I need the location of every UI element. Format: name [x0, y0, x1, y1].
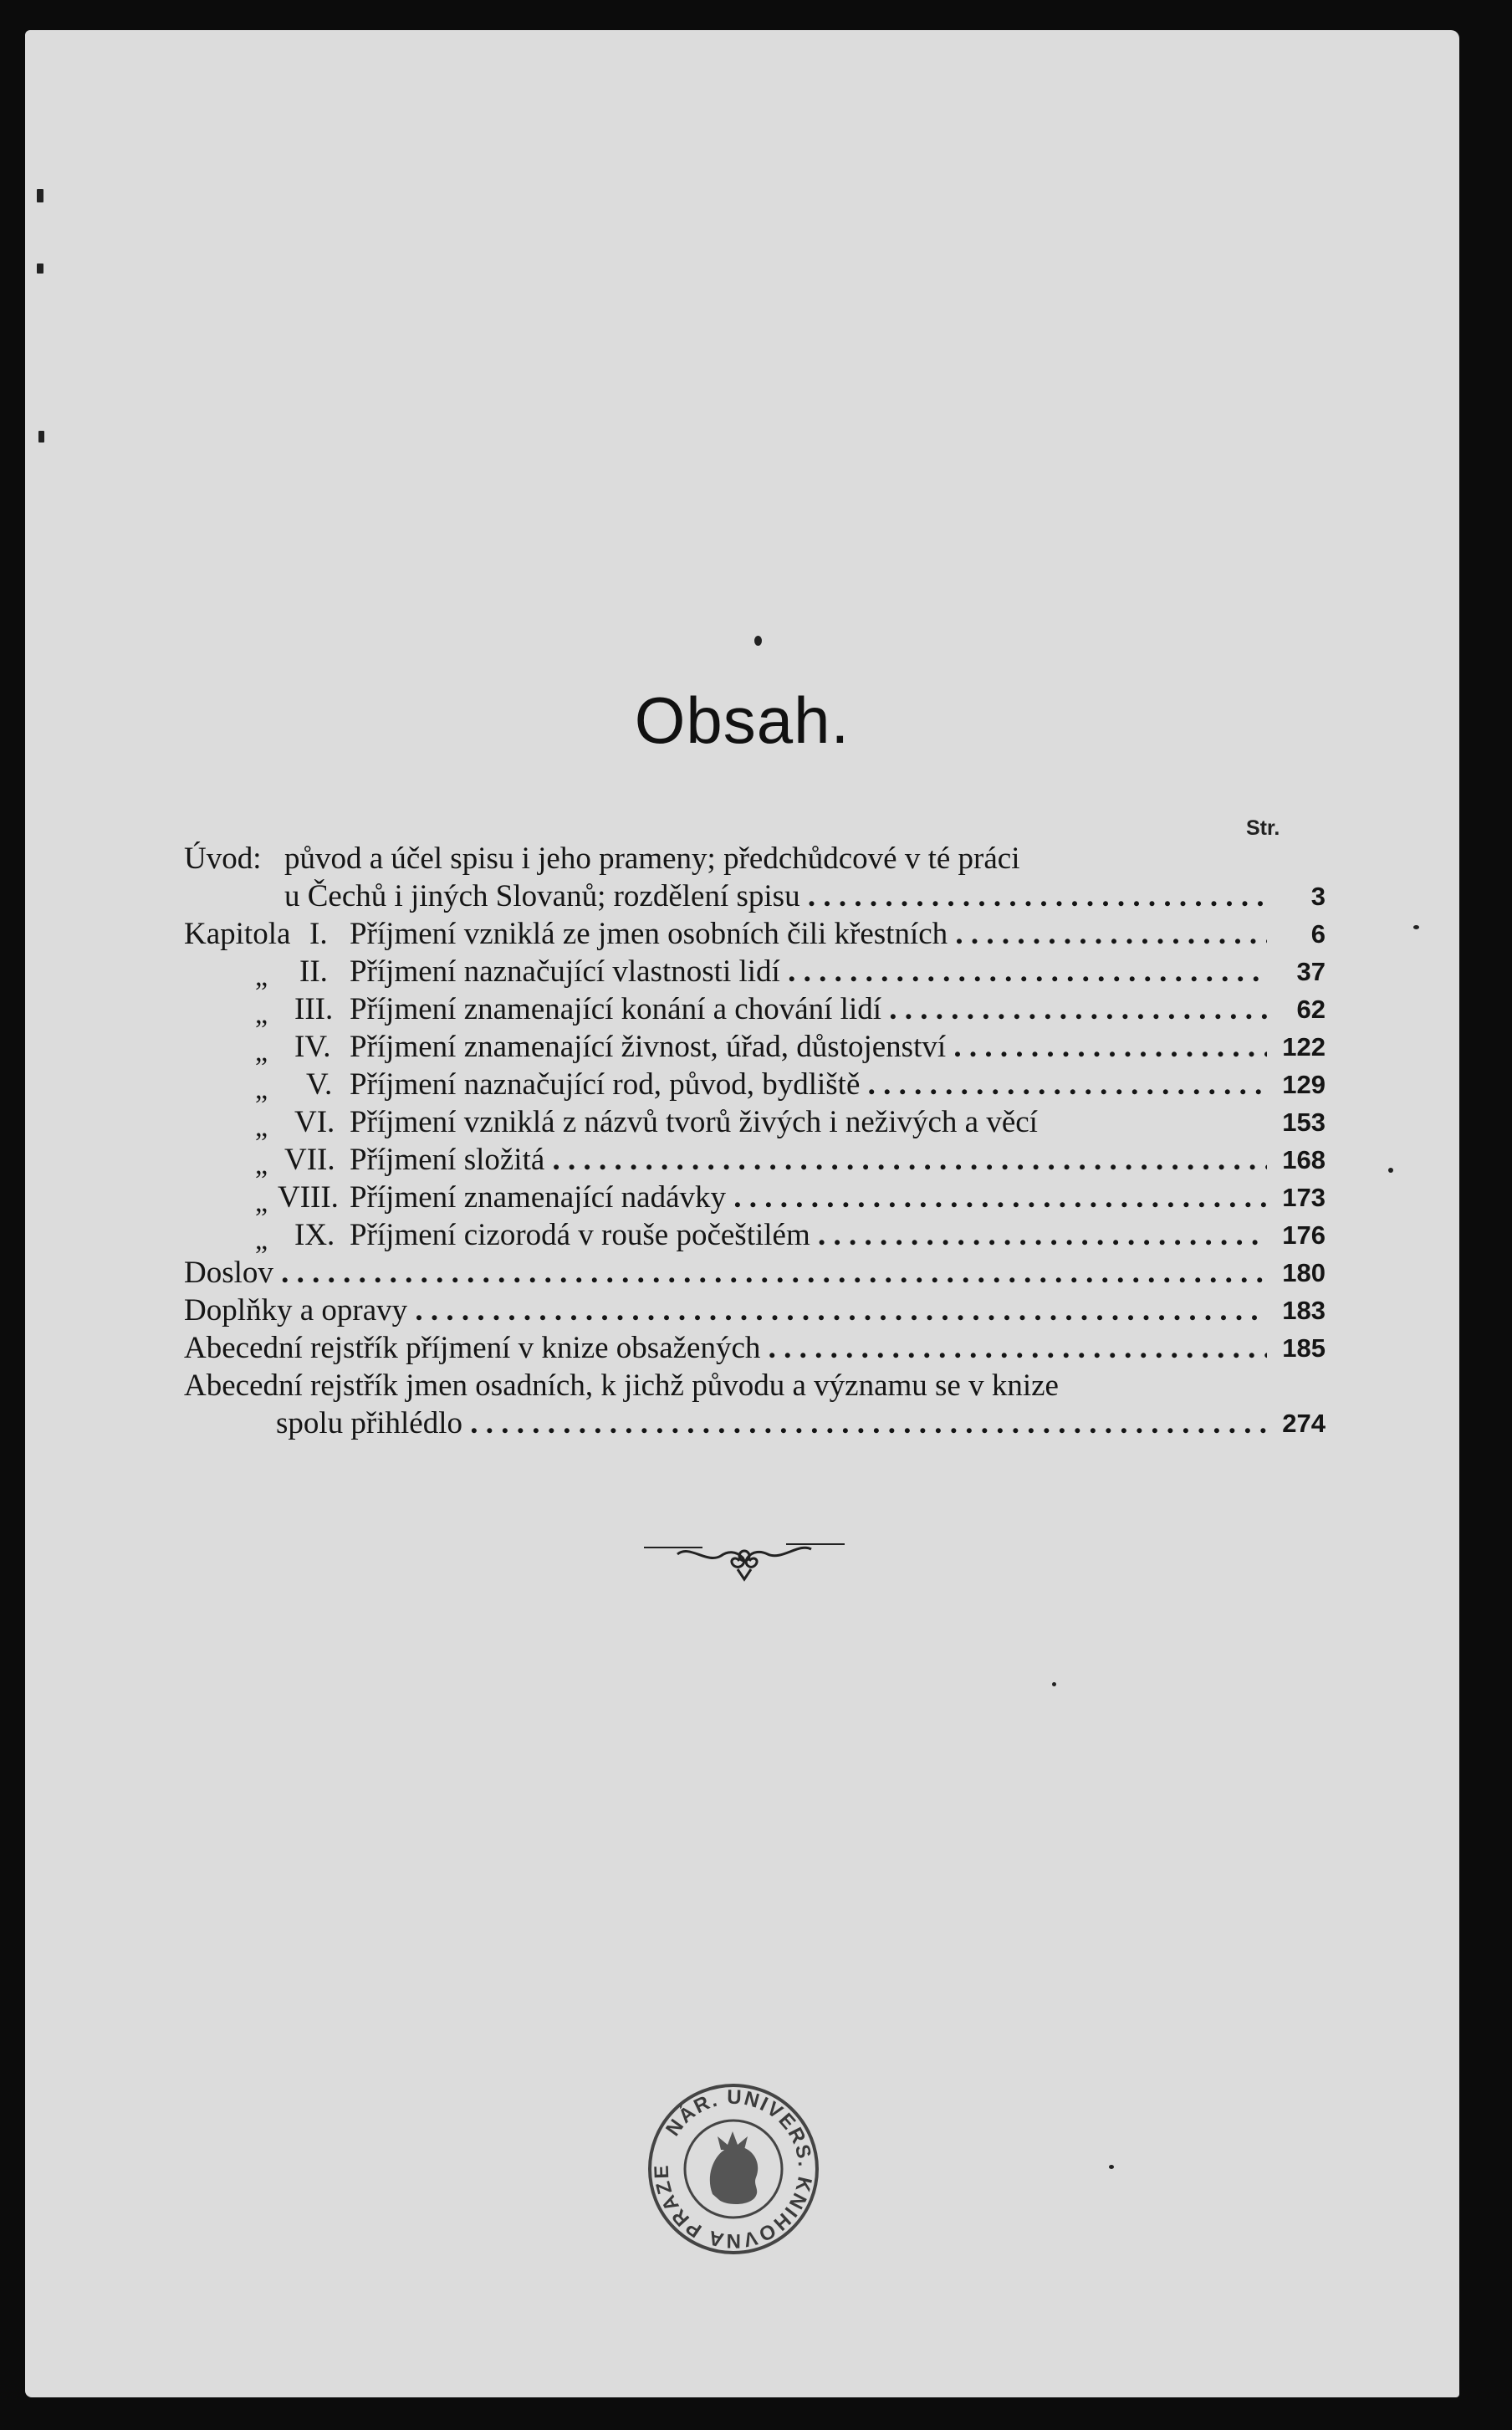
toc-entry-title: Abecední rejstřík příjmení v knize obsažených . . . [184, 1329, 1267, 1367]
ditto-mark: „ [255, 1036, 268, 1067]
toc-entry-roman: V. [306, 1067, 333, 1102]
toc-entry-title: Příjmení složitá . . . [350, 1141, 1267, 1179]
toc-entry-chapter-7 [184, 1141, 1326, 1179]
toc-entry-roman: IV. [294, 1030, 331, 1064]
toc-entry-page: 183 [1282, 1296, 1326, 1325]
toc-entry-page: 129 [1282, 1070, 1326, 1099]
toc-entry-title-line1: původ a účel spisu i jeho prameny; předchůdcové v té práci [284, 842, 1020, 876]
toc-entry-roman: VI. [294, 1105, 335, 1139]
ink-speck [1109, 2165, 1114, 2169]
toc-entry-chapter-1 [184, 915, 1326, 953]
ditto-mark: „ [255, 999, 268, 1030]
toc-entry-title: Příjmení vzniklá ze jmen osobních čili křestních . . . [350, 915, 1267, 953]
toc-entry-roman: VII. [284, 1143, 335, 1177]
toc-entry-page: 62 [1296, 995, 1326, 1024]
toc-entry-roman: I. [309, 917, 328, 951]
toc-entry-title: Příjmení znamenající živnost, úřad, důstojenství . . . [350, 1028, 1267, 1066]
toc-entry-title: Příjmení cizorodá v rouše počeštilém . . . [350, 1216, 1267, 1254]
toc-entry-addenda [184, 1292, 1326, 1329]
document-page [25, 30, 1459, 2397]
edge-mark [38, 431, 44, 443]
toc-entry-page: 176 [1282, 1220, 1326, 1250]
toc-entry-page: 122 [1282, 1032, 1326, 1062]
stamp-text: NÁR. UNIVERS. KNIHOVNA PRAZE [650, 2085, 817, 2253]
ditto-mark: „ [255, 961, 268, 992]
toc-entry-roman: II. [299, 954, 328, 989]
ink-speck [1413, 925, 1419, 929]
toc-entry-surname-index [184, 1329, 1326, 1367]
toc-entry-page: 168 [1282, 1145, 1326, 1174]
toc-entry-placename-index-cont [184, 1404, 1326, 1442]
toc-entry-page: 185 [1282, 1333, 1326, 1363]
toc-entry-roman: IX. [294, 1218, 335, 1252]
toc-entry-chapter-6 [184, 1103, 1326, 1141]
toc-entry-chapter-8 [184, 1179, 1326, 1216]
toc-entry-page: 180 [1282, 1258, 1326, 1287]
toc-entry-placename-index [184, 1367, 1326, 1404]
toc-entry-title-line2: spolu přihlédlo . . . [276, 1404, 1267, 1442]
toc-entry-title-line1: Abecední rejstřík jmen osadních, k jichž původu a významu se v knize [184, 1368, 1059, 1403]
toc-entry-roman: III. [294, 992, 334, 1026]
toc-entry-title: Příjmení znamenající konání a chování lidí . . . [350, 990, 1267, 1028]
toc-entry-chapter-5 [184, 1066, 1326, 1103]
toc-entry-afterword [184, 1254, 1326, 1292]
ditto-mark: „ [255, 1074, 268, 1105]
toc-entry-title: Příjmení naznačující vlastnosti lidí . . . [350, 953, 1267, 990]
library-stamp-icon [646, 2081, 821, 2257]
toc-entry-page: 274 [1282, 1409, 1326, 1438]
toc-entry-title: Příjmení naznačující rod, původ, bydliště . . . [350, 1066, 1267, 1103]
table-of-contents [184, 840, 1326, 1442]
edge-mark [37, 189, 43, 202]
ditto-mark: „ [255, 1187, 268, 1218]
ink-speck [1052, 1682, 1056, 1686]
toc-entry-page: 173 [1282, 1183, 1326, 1212]
toc-entry-page: 153 [1282, 1108, 1326, 1137]
ink-speck [1388, 1168, 1393, 1173]
toc-entry-page: 6 [1310, 919, 1326, 949]
toc-entry-title: Doplňky a opravy . . . [184, 1292, 1267, 1329]
toc-entry-title-line2: u Čechů i jiných Slovanů; rozdělení spisu . . . [284, 877, 1267, 915]
toc-entry-page: 37 [1296, 957, 1326, 986]
page-column-label: Str. [1246, 816, 1280, 840]
ditto-mark: „ [255, 1225, 268, 1256]
toc-entry-intro-cont [184, 877, 1326, 915]
toc-entry-intro [184, 840, 1326, 877]
toc-entry-prefix: Kapitola [184, 917, 291, 951]
toc-entry-chapter-9 [184, 1216, 1326, 1254]
toc-entry-label: Úvod: [184, 842, 262, 876]
edge-mark [37, 263, 43, 274]
toc-entry-roman: VIII. [278, 1180, 339, 1215]
toc-entry-page: 3 [1310, 882, 1326, 911]
ornament-flourish-icon [644, 1536, 845, 1586]
ditto-mark: „ [255, 1149, 268, 1180]
ditto-mark: „ [255, 1112, 268, 1143]
page-title: Obsah. [634, 683, 850, 757]
toc-entry-chapter-4 [184, 1028, 1326, 1066]
toc-entry-title: Příjmení znamenající nadávky . . . [350, 1179, 1267, 1216]
toc-entry-title: Příjmení vzniklá z názvů tvorů živých i neživých a věcí [350, 1105, 1038, 1139]
toc-entry-chapter-3 [184, 990, 1326, 1028]
toc-entry-title: Doslov . . . [184, 1254, 1267, 1292]
ink-speck [754, 636, 762, 646]
toc-entry-chapter-2 [184, 953, 1326, 990]
